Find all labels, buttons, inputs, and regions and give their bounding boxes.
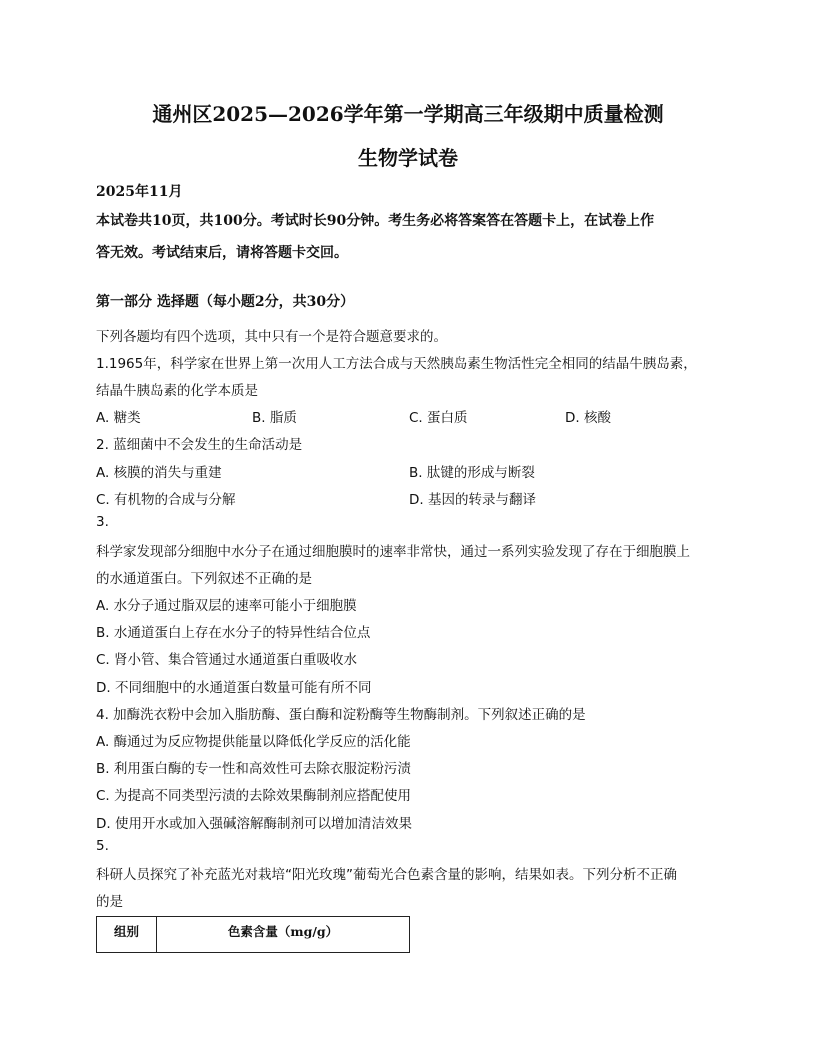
q3-option-a: A. 水分子通过脂双层的速率可能小于细胞膜 <box>96 598 357 614</box>
q4-option-c: C. 为提高不同类型污渍的去除效果酶制剂应搭配使用 <box>96 788 412 804</box>
section-heading: 第一部分 选择题（每小题2分，共30分） <box>96 294 355 310</box>
q2-stem: 2. 蓝细菌中不会发生的生命活动是 <box>96 437 303 453</box>
exam-notice-line1: 本试卷共10页，共100分。考试时长90分钟。考生务必将答案答在答题卡上，在试卷上作 <box>96 213 655 229</box>
q5-number: 5. <box>96 838 109 854</box>
q2-option-c: C. 有机物的合成与分解 <box>96 492 236 508</box>
q4-option-d: D. 使用开水或加入强碱溶解酶制剂可以增加清洁效果 <box>96 816 412 832</box>
q1-option-c: C. 蛋白质 <box>409 410 468 426</box>
exam-title: 通州区2025—2026学年第一学期高三年级期中质量检测 <box>152 102 664 126</box>
table-header-pigment: 色素含量（mg/g） <box>227 924 339 939</box>
q1-option-b: B. 脂质 <box>252 410 297 426</box>
q2-option-d: D. 基因的转录与翻译 <box>409 492 536 508</box>
q1-stem-line2: 结晶牛胰岛素的化学本质是 <box>96 383 258 399</box>
q4-option-b: B. 利用蛋白酶的专一性和高效性可去除衣服淀粉污渍 <box>96 761 411 777</box>
q3-option-d: D. 不同细胞中的水通道蛋白数量可能有所不同 <box>96 680 372 696</box>
q3-option-b: B. 水通道蛋白上存在水分子的特异性结合位点 <box>96 625 371 641</box>
exam-subtitle: 生物学试卷 <box>358 146 458 170</box>
q3-number: 3. <box>96 514 109 530</box>
q5-stem-line1: 科研人员探究了补充蓝光对栽培“阳光玫瑰”葡萄光合色素含量的影响，结果如表。下列分析不正确 <box>96 867 677 883</box>
exam-notice-line2: 答无效。考试结束后，请将答题卡交回。 <box>96 245 348 261</box>
q2-option-a: A. 核膜的消失与重建 <box>96 465 222 481</box>
q5-stem-line2: 的是 <box>96 894 123 910</box>
q1-option-d: D. 核酸 <box>565 410 611 426</box>
q1-option-a: A. 糖类 <box>96 410 141 426</box>
q4-option-a: A. 酶通过为反应物提供能量以降低化学反应的活化能 <box>96 734 411 750</box>
q1-stem-line1: 1.1965年，科学家在世界上第一次用人工方法合成与天然胰岛素生物活性完全相同的结晶牛胰岛素， <box>96 356 697 372</box>
table-header-group: 组别 <box>97 917 157 952</box>
q2-option-b: B. 肽键的形成与断裂 <box>409 465 535 481</box>
section-instruction: 下列各题均有四个选项，其中只有一个是符合题意要求的。 <box>96 329 447 345</box>
q5-data-table <box>96 916 410 953</box>
q3-option-c: C. 肾小管、集合管通过水通道蛋白重吸收水 <box>96 652 358 668</box>
q4-stem: 4. 加酶洗衣粉中会加入脂肪酶、蛋白酶和淀粉酶等生物酶制剂。下列叙述正确的是 <box>96 707 586 723</box>
exam-date: 2025年11月 <box>96 184 183 200</box>
q3-stem-line1: 科学家发现部分细胞中水分子在通过细胞膜时的速率非常快，通过一系列实验发现了存在于细胞膜上 <box>96 544 690 560</box>
q3-stem-line2: 的水通道蛋白。下列叙述不正确的是 <box>96 571 312 587</box>
